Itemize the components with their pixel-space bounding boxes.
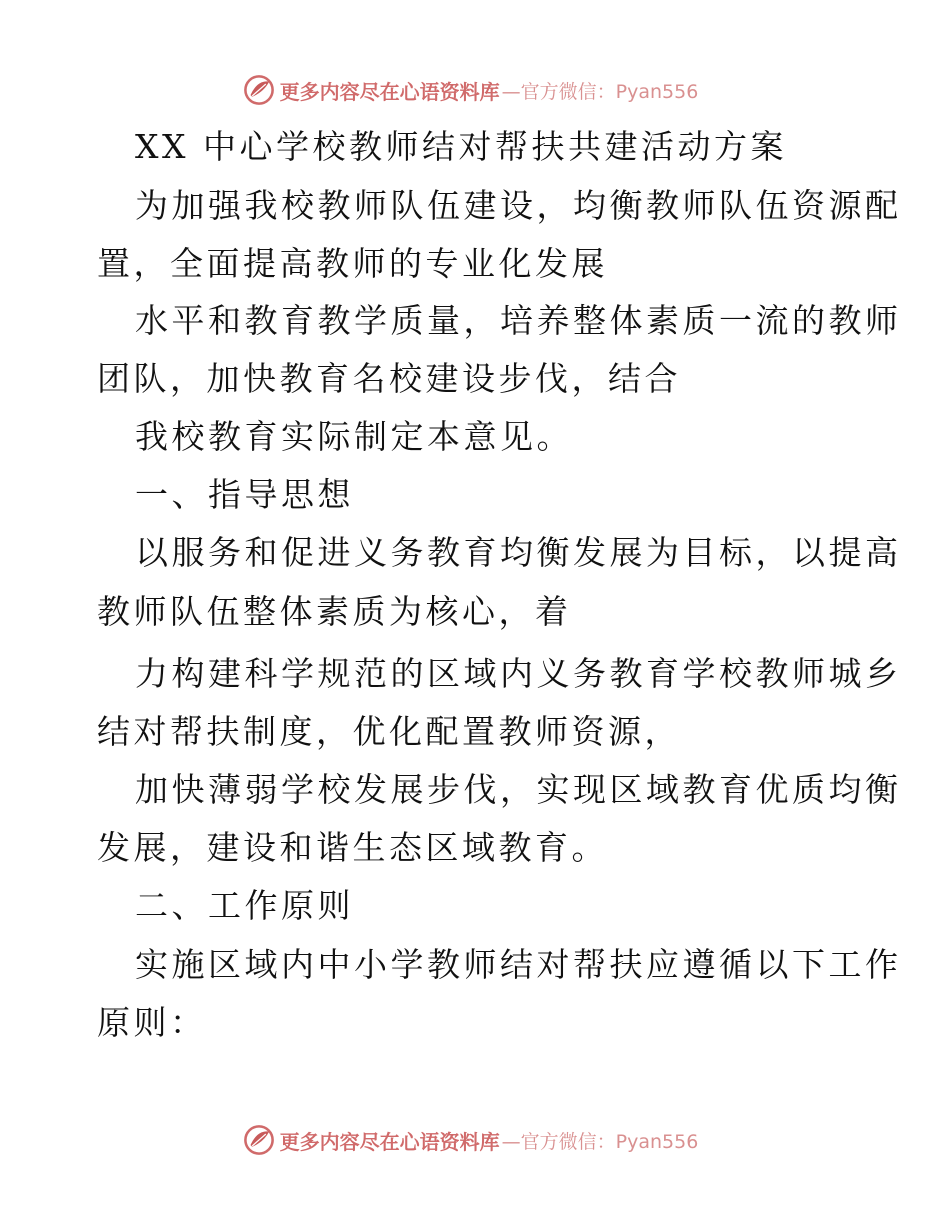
leaf-seal-logo-icon <box>242 1123 276 1157</box>
footer-watermark <box>0 1122 950 1158</box>
watermark-main-text: 更多内容尽在心语资料库 <box>279 1129 500 1154</box>
watermark-official-text: —官方微信：Pyan556 <box>501 1130 699 1153</box>
section-heading: 一、指导思想 <box>135 475 354 514</box>
header-watermark <box>0 72 950 108</box>
paragraph-line: 加快薄弱学校发展步伐，实现区域教育优质均衡 <box>135 770 902 809</box>
paragraph-line: 教师队伍整体素质为核心，着 <box>97 592 572 631</box>
paragraph-line: 置，全面提高教师的专业化发展 <box>97 244 608 283</box>
paragraph-line: 力构建科学规范的区域内义务教育学校教师城乡 <box>135 654 902 693</box>
watermark-main-text: 更多内容尽在心语资料库 <box>279 79 500 104</box>
watermark-official-text: —官方微信：Pyan556 <box>501 80 699 103</box>
paragraph-line: 为加强我校教师队伍建设，均衡教师队伍资源配 <box>135 186 902 225</box>
paragraph-line: 结对帮扶制度，优化配置教师资源， <box>97 712 681 751</box>
paragraph-line: 原则： <box>97 1003 207 1042</box>
paragraph-line: 水平和教育教学质量，培养整体素质一流的教师 <box>135 301 902 340</box>
paragraph-line: 发展，建设和谐生态区域教育。 <box>97 828 608 867</box>
document-title: XX 中心学校教师结对帮扶共建活动方案 <box>135 127 787 166</box>
paragraph-line: 以服务和促进义务教育均衡发展为目标，以提高 <box>135 533 902 572</box>
paragraph-line: 实施区域内中小学教师结对帮扶应遵循以下工作 <box>135 945 902 984</box>
section-heading: 二、工作原则 <box>135 886 354 925</box>
paragraph-line: 团队，加快教育名校建设步伐，结合 <box>97 359 681 398</box>
paragraph-line: 我校教育实际制定本意见。 <box>135 417 573 456</box>
leaf-seal-logo-icon <box>242 73 276 107</box>
